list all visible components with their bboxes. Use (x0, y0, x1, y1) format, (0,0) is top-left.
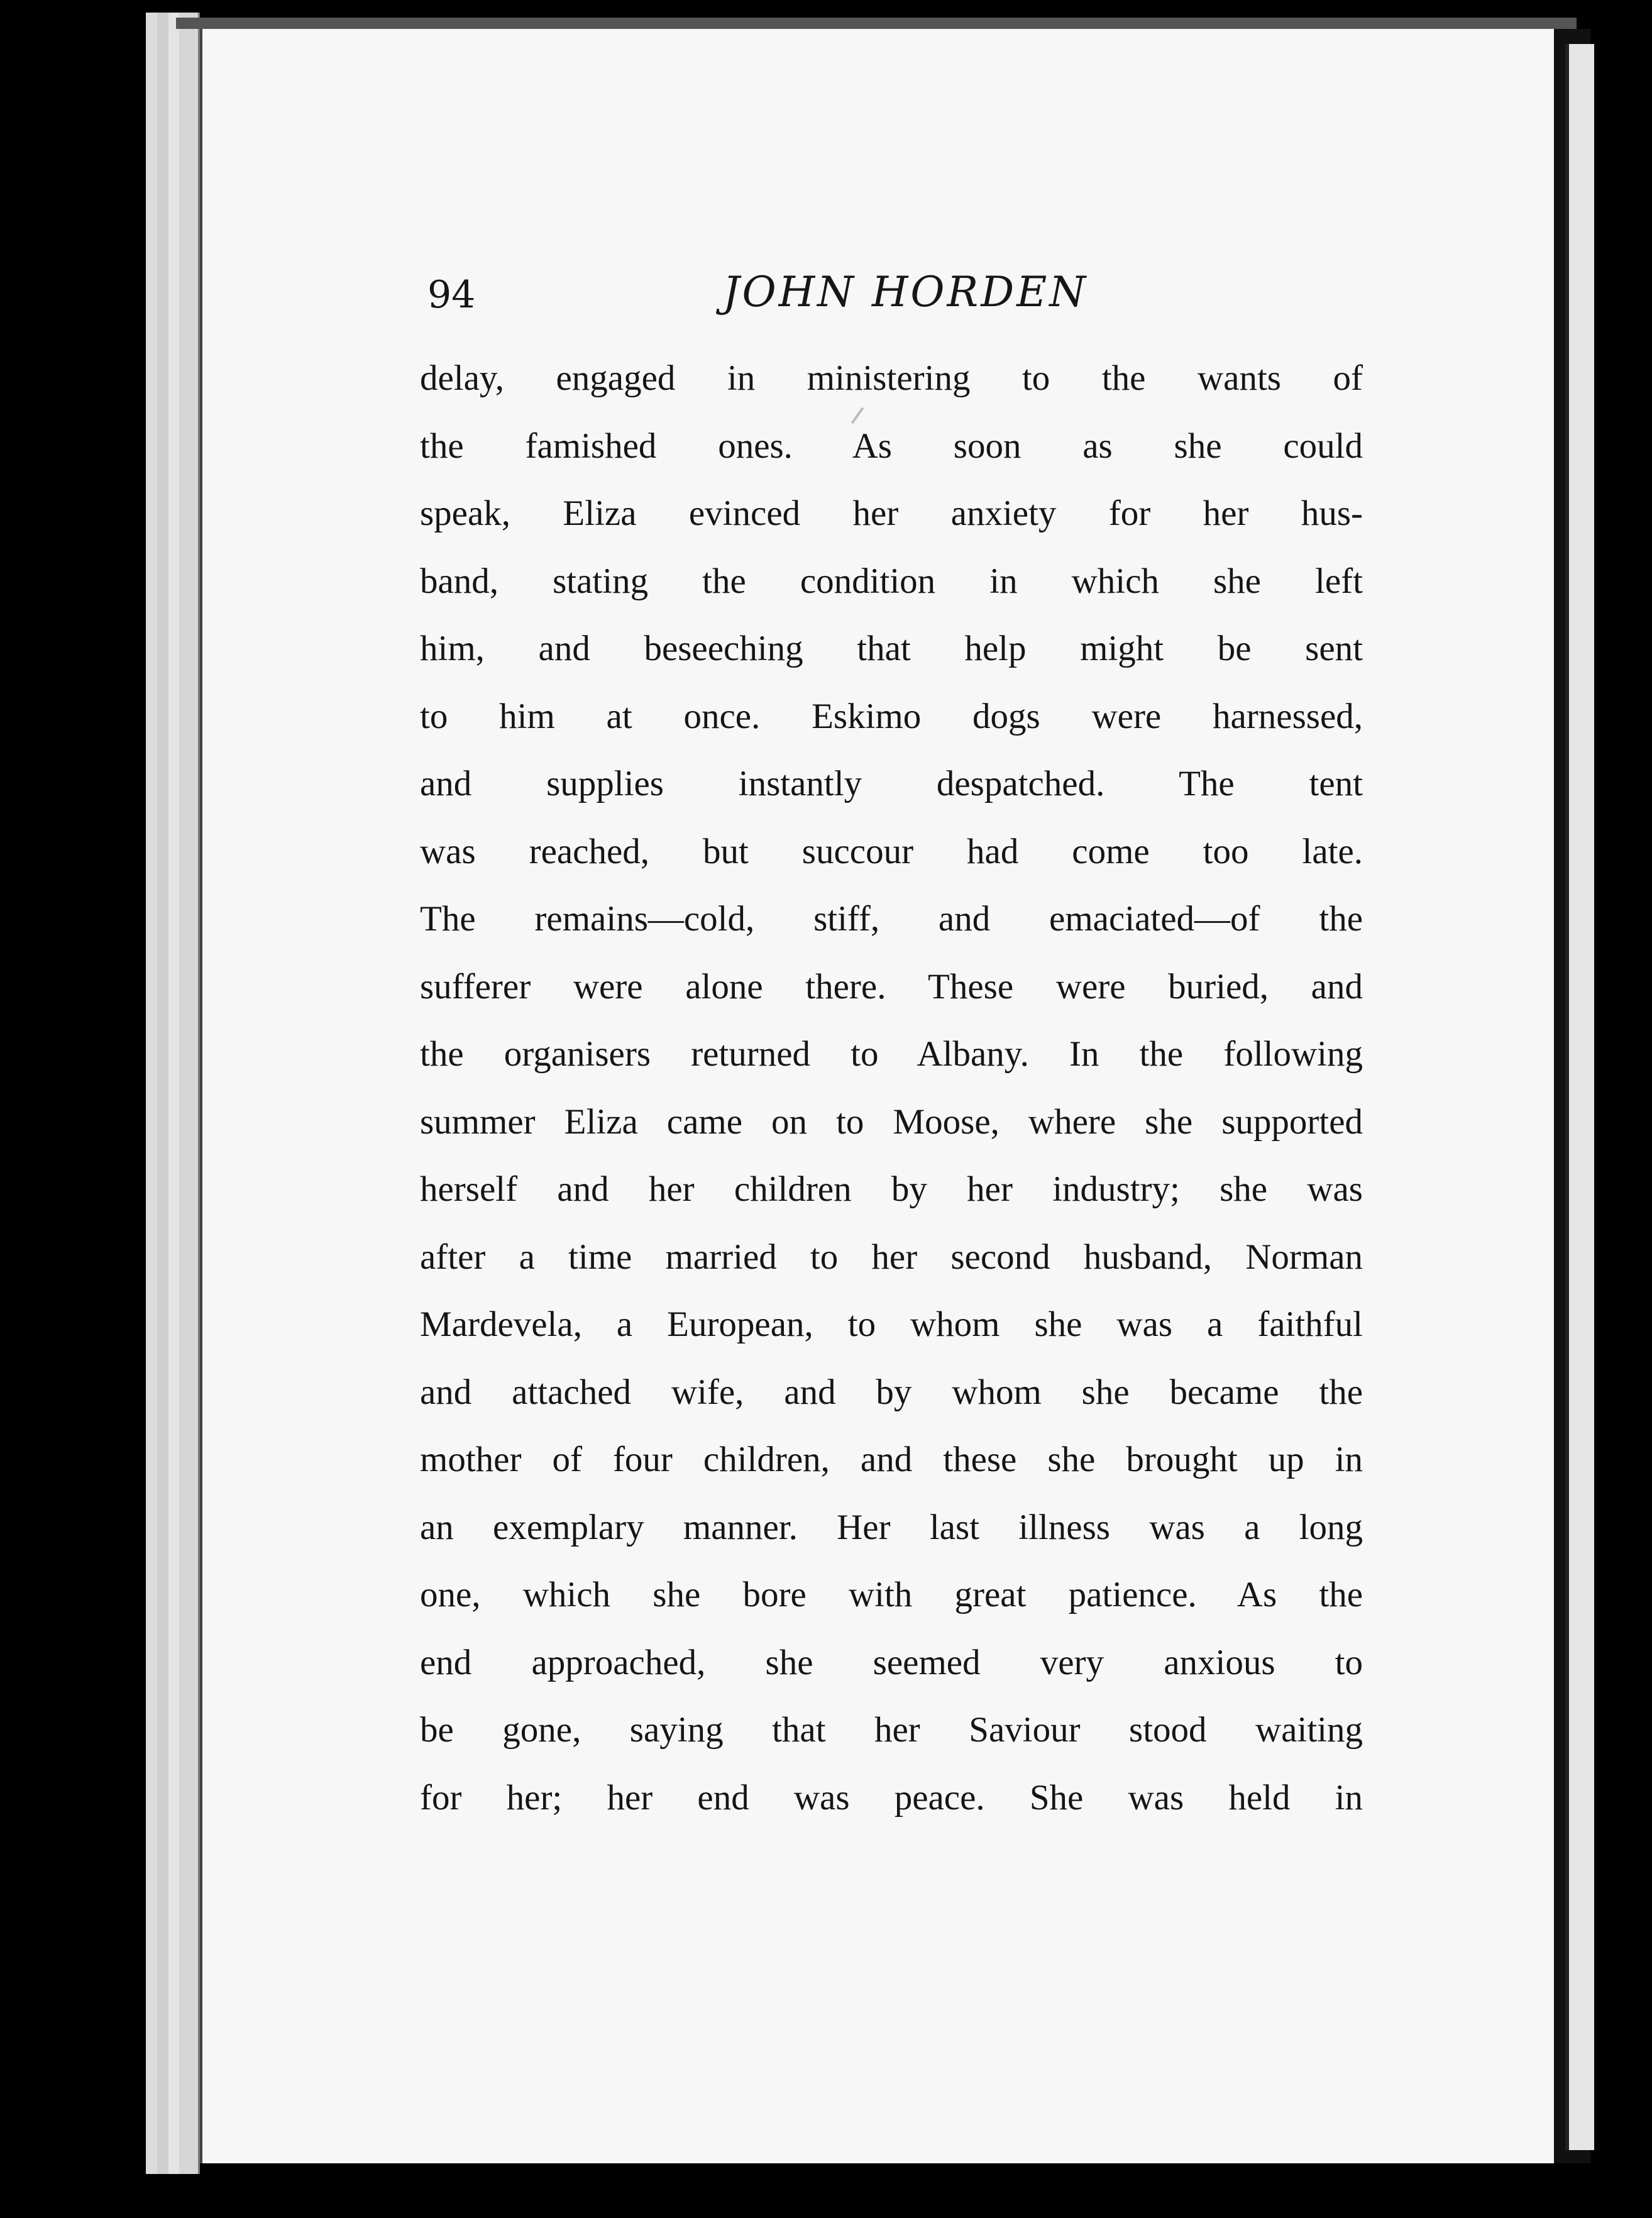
text-line: was reached, but succour had come too late. (420, 831, 1363, 871)
top-border (176, 18, 1577, 29)
text-line: the famished ones. As soon as she could (420, 426, 1363, 466)
text-line: be gone, saying that her Saviour stood waiting (420, 1710, 1363, 1750)
text-line: speak, Eliza evinced her anxiety for her hus- (420, 494, 1363, 533)
text-line: one, which she bore with great patience. As the (420, 1575, 1363, 1614)
text-line: herself and her children by her industry; she was (420, 1169, 1363, 1209)
text-line: the organisers returned to Albany. In the following (420, 1034, 1363, 1074)
running-head: JOHN HORDEN (723, 268, 1089, 316)
facing-page-edge (1565, 44, 1594, 2150)
text-line: The remains—cold, stiff, and emaciated—of the (420, 899, 1363, 939)
body-text (420, 345, 1363, 1831)
page-edge (179, 13, 200, 2174)
text-line: delay, engaged in ministering to the wants of (420, 358, 1363, 398)
page-number: 94 (427, 273, 476, 317)
text-line: him, and beseeching that help might be sent (420, 629, 1363, 668)
text-line: mother of four children, and these she brought up in (420, 1440, 1363, 1479)
page-header (427, 264, 1370, 321)
text-line: Mardevela, a European, to whom she was a faithful (420, 1305, 1363, 1344)
text-line: and attached wife, and by whom she became the (420, 1372, 1363, 1412)
text-line: an exemplary manner. Her last illness was a long (420, 1507, 1363, 1547)
text-line: summer Eliza came on to Moose, where she supported (420, 1101, 1363, 1142)
text-line: sufferer were alone there. These were buried, and (420, 966, 1363, 1007)
text-line: band, stating the condition in which she left (420, 561, 1363, 601)
text-line: to him at once. Eskimo dogs were harnessed, (420, 696, 1363, 736)
text-line: after a time married to her second husband, Norman (420, 1237, 1363, 1277)
text-line: and supplies instantly despatched. The tent (420, 764, 1363, 803)
text-line: end approached, she seemed very anxious to (420, 1642, 1363, 1682)
text-line: for her; her end was peace. She was held in (420, 1777, 1363, 1818)
